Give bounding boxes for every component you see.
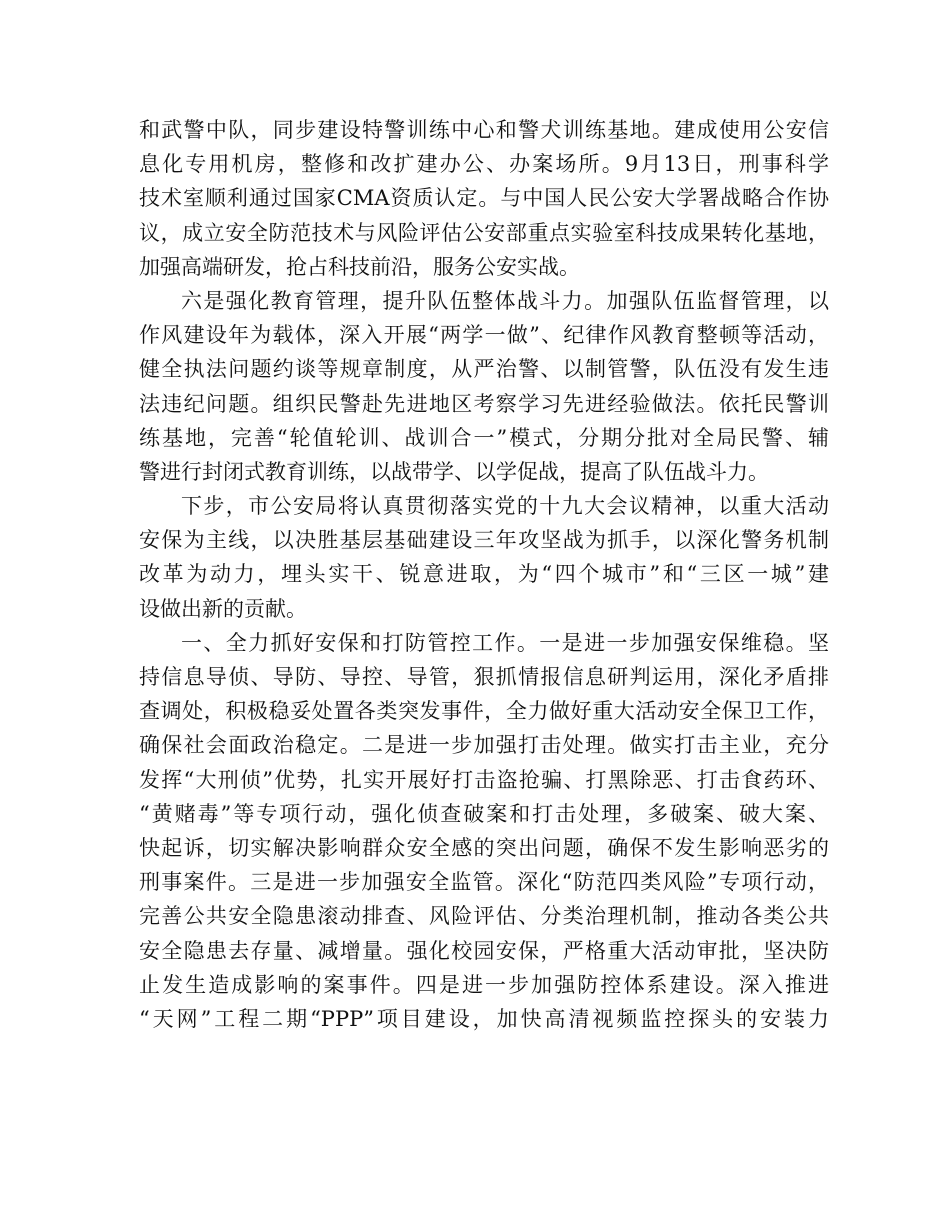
- text-line: 技术室顺利通过国家CMA资质认定。与中国人民公安大学署战略合作协: [139, 186, 829, 211]
- text-line: 改革为动力，埋头实干、锐意进取，为“四个城市”和“三区一城”建: [139, 562, 829, 587]
- text-line: 安全隐患去存量、减增量。强化校园安保，严格重大活动审批，坚决防: [139, 938, 829, 963]
- text-line: 发挥“大刑侦”优势，扎实开展好打击盗抢骗、打黑除恶、打击食药环、: [139, 767, 829, 792]
- text-line: 安保为主线，以决胜基层基础建设三年攻坚战为抓手，以深化警务机制: [139, 528, 829, 553]
- text-line: 和武警中队，同步建设特警训练中心和警犬训练基地。建成使用公安信: [139, 118, 829, 142]
- text-line: 完善公共安全隐患滚动排查、风险评估、分类治理机制，推动各类公共: [139, 904, 829, 929]
- text-line: 练基地，完善“轮值轮训、战训合一”模式，分期分批对全局民警、辅: [139, 425, 829, 450]
- text-line: 警进行封闭式教育训练，以战带学、以学促战，提高了队伍战斗力。: [139, 459, 769, 484]
- text-line: 作风建设年为载体，深入开展“两学一做”、纪律作风教育整顿等活动，: [139, 323, 829, 348]
- text-line: 议，成立安全防范技术与风险评估公安部重点实验室科技成果转化基地，: [139, 220, 829, 245]
- text-line: 法违纪问题。组织民警赴先进地区考察学习先进经验做法。依托民警训: [139, 391, 829, 416]
- text-line: 健全执法问题约谈等规章制度，从严治警、以制管警，队伍没有发生违: [139, 357, 829, 382]
- paragraph-first-line: 下步，市公安局将认真贯彻落实党的十九大会议精神，以重大活动: [181, 494, 829, 519]
- paragraph-first-line: 六是强化教育管理，提升队伍整体战斗力。加强队伍监督管理，以: [181, 288, 829, 313]
- text-line: 刑事案件。三是进一步加强安全监管。深化“防范四类风险”专项行动，: [139, 870, 829, 895]
- text-line: 持信息导侦、导防、导控、导管，狠抓情报信息研判运用，深化矛盾排: [139, 665, 829, 689]
- document-body: [139, 113, 829, 1036]
- text-line: 快起诉，切实解决影响群众安全感的突出问题，确保不发生影响恶劣的: [139, 835, 829, 860]
- text-line: 设做出新的贡献。: [139, 596, 307, 621]
- text-line: “天网”工程二期“PPP”项目建设，加快高清视频监控探头的安装力: [139, 1006, 829, 1031]
- text-line: 息化专用机房，整修和改扩建办公、办案场所。9月13日，刑事科学: [139, 152, 829, 177]
- text-line: 止发生造成影响的案事件。四是进一步加强防控体系建设。深入推进: [139, 972, 829, 997]
- paragraph-first-line: 一、全力抓好安保和打防管控工作。一是进一步加强安保维稳。坚: [181, 630, 829, 655]
- text-line: 查调处，积极稳妥处置各类突发事件，全力做好重大活动安全保卫工作，: [139, 699, 829, 724]
- text-line: “黄赌毒”等专项行动，强化侦查破案和打击处理，多破案、破大案、: [139, 801, 829, 826]
- text-line: 确保社会面政治稳定。二是进一步加强打击处理。做实打击主业，充分: [139, 733, 829, 758]
- text-line: 加强高端研发，抢占科技前沿，服务公安实战。: [139, 254, 580, 279]
